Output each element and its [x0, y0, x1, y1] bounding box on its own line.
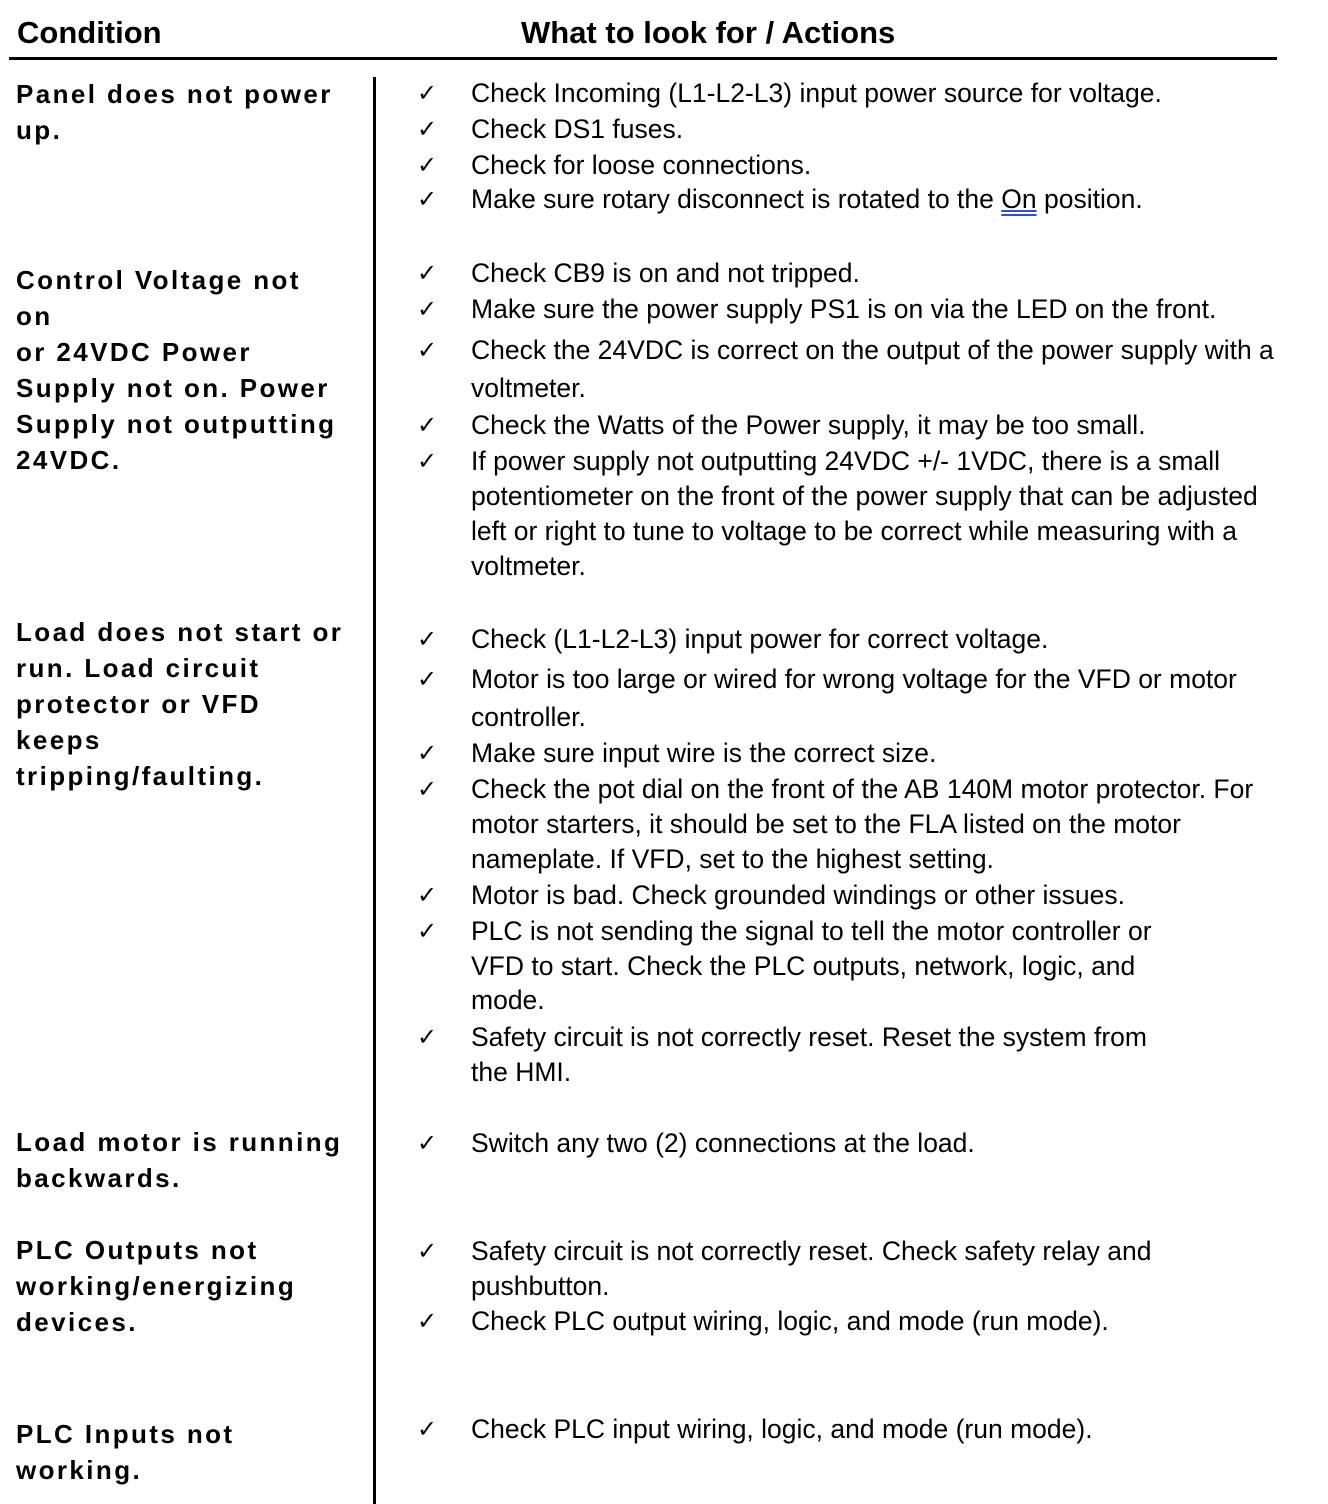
action-item: [417, 112, 1328, 147]
action-text: Make sure input wire is the correct size.: [471, 738, 937, 768]
action-item: [417, 772, 1328, 877]
action-item: [417, 1020, 1328, 1090]
check-icon: ✓: [417, 881, 438, 909]
action-item: [417, 256, 1328, 291]
action-text: Make sure the power supply PS1 is on via the LED on the front.: [471, 294, 1217, 324]
action-item: [417, 76, 1328, 111]
check-icon: ✓: [417, 625, 438, 653]
action-text: Switch any two (2) connections at the load.: [471, 1128, 975, 1158]
header-rule: [9, 57, 1277, 60]
check-icon: ✓: [417, 1237, 438, 1265]
check-icon: ✓: [417, 115, 438, 143]
action-item: [417, 182, 1328, 217]
check-icon: ✓: [417, 447, 438, 475]
action-item: [417, 444, 1328, 584]
check-icon: ✓: [417, 1129, 438, 1157]
action-text: Check the 24VDC is correct on the output of the power supply with a voltmeter.: [471, 335, 1274, 403]
action-text: Check Incoming (L1-L2-L3) input power source for voltage.: [471, 78, 1162, 108]
action-text: PLC is not sending the signal to tell the motor controller or VFD to start. Check the PLC outputs, network, logic, and mode.: [471, 916, 1152, 1015]
check-icon: ✓: [417, 1307, 438, 1335]
action-text: Check CB9 is on and not tripped.: [471, 258, 860, 288]
action-text: Safety circuit is not correctly reset. Reset the system from the HMI.: [471, 1022, 1147, 1087]
check-icon: ✓: [417, 1415, 438, 1443]
check-icon: ✓: [417, 917, 438, 945]
action-item: [417, 292, 1328, 327]
action-item: [417, 331, 1328, 407]
action-text: Check PLC output wiring, logic, and mode (run mode).: [471, 1306, 1109, 1336]
action-text: If power supply not outputting 24VDC +/- 1VDC, there is a small potentiometer on the front of the power supply that can be adjusted left or right to tune to voltage to be correct while measuring with a voltmeter.: [471, 446, 1258, 581]
action-item: [417, 1412, 1328, 1447]
action-item: [417, 736, 1328, 771]
underlined-on-word: On: [1001, 184, 1037, 214]
check-icon: ✓: [417, 739, 438, 767]
check-icon: ✓: [417, 336, 438, 364]
action-text: Check PLC input wiring, logic, and mode (run mode).: [471, 1414, 1093, 1444]
action-text: Check (L1-L2-L3) input power for correct voltage.: [471, 624, 1049, 654]
action-item: [417, 878, 1328, 913]
action-item: [417, 660, 1328, 736]
action-text: Check the pot dial on the front of the AB 140M motor protector. For motor starters, it should be set to the FLA listed on the motor nameplate. If VFD, set to the highest setting.: [471, 774, 1254, 874]
condition-motor-backwards: Load motor is running backwards.: [16, 1127, 343, 1193]
check-icon: ✓: [417, 185, 438, 213]
condition-column-header: Condition: [17, 15, 162, 50]
condition-load-does-not-start: Load does not start or run. Load circuit protector or VFD keeps tripping/faulting.: [16, 617, 344, 791]
condition-control-voltage: Control Voltage not on or 24VDC Power Supply not on. Power Supply not outputting 24VDC.: [16, 265, 337, 475]
condition-panel-no-power: Panel does not power up.: [16, 79, 333, 145]
condition-plc-outputs: PLC Outputs not working/energizing devices.: [16, 1235, 297, 1337]
action-item: [417, 148, 1328, 183]
check-icon: ✓: [417, 295, 438, 323]
actions-column-header: What to look for / Actions: [521, 15, 896, 50]
action-text: Check DS1 fuses.: [471, 114, 684, 144]
action-text: Check for loose connections.: [471, 150, 812, 180]
action-text: position.: [1036, 184, 1143, 214]
column-divider: [373, 77, 376, 1504]
action-text: Check the Watts of the Power supply, it may be too small.: [471, 410, 1146, 440]
action-text: Safety circuit is not correctly reset. Check safety relay and pushbutton.: [471, 1236, 1152, 1301]
condition-plc-inputs: PLC Inputs not working.: [16, 1419, 235, 1485]
check-icon: ✓: [417, 151, 438, 179]
action-item: [417, 1304, 1328, 1339]
check-icon: ✓: [417, 775, 438, 803]
action-text: Motor is too large or wired for wrong voltage for the VFD or motor controller.: [471, 664, 1237, 732]
action-item: [417, 914, 1328, 1018]
check-icon: ✓: [417, 79, 438, 107]
check-icon: ✓: [417, 259, 438, 287]
action-item: [417, 1234, 1328, 1304]
action-item: [417, 408, 1328, 443]
check-icon: ✓: [417, 411, 438, 439]
action-item: [417, 1126, 1328, 1161]
check-icon: ✓: [417, 665, 438, 693]
check-icon: ✓: [417, 1023, 438, 1051]
action-text: Motor is bad. Check grounded windings or other issues.: [471, 880, 1126, 910]
action-text: Make sure rotary disconnect is rotated to the: [471, 184, 1002, 214]
action-item: [417, 622, 1328, 657]
